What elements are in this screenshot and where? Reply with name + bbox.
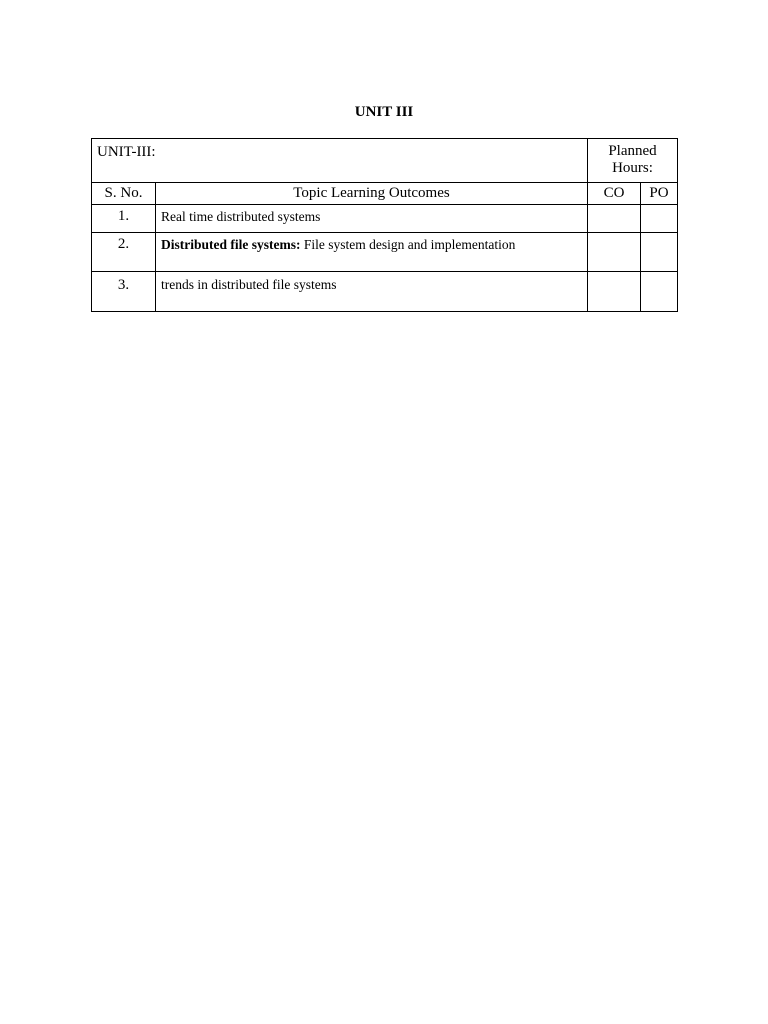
table-row (92, 205, 678, 233)
planned-hours-label: Planned Hours: (588, 139, 678, 183)
topic-cell (156, 205, 588, 233)
table-row (92, 272, 678, 312)
topic-bold: Distributed file systems: (161, 237, 301, 252)
topic-header: Topic Learning Outcomes (156, 183, 588, 205)
po-header: PO (641, 183, 678, 205)
po-cell (641, 233, 678, 272)
topic-text: File system design and implementation (300, 237, 516, 252)
po-cell (641, 205, 678, 233)
topic-text: trends in distributed file systems (161, 277, 337, 292)
topic-outcomes-table (91, 138, 678, 312)
unit-row (92, 139, 678, 183)
page-title: UNIT III (354, 104, 414, 120)
table-row (92, 233, 678, 272)
co-cell (588, 205, 641, 233)
co-cell (588, 233, 641, 272)
po-cell (641, 272, 678, 312)
topic-text: Real time distributed systems (161, 209, 321, 224)
co-header: CO (588, 183, 641, 205)
co-cell (588, 272, 641, 312)
row-number: 2. (92, 233, 156, 272)
header-row (92, 183, 678, 205)
row-number: 1. (92, 205, 156, 233)
topic-cell (156, 233, 588, 272)
row-number: 3. (92, 272, 156, 312)
unit-label: UNIT-III: (92, 139, 588, 183)
sno-header: S. No. (92, 183, 156, 205)
topic-cell (156, 272, 588, 312)
